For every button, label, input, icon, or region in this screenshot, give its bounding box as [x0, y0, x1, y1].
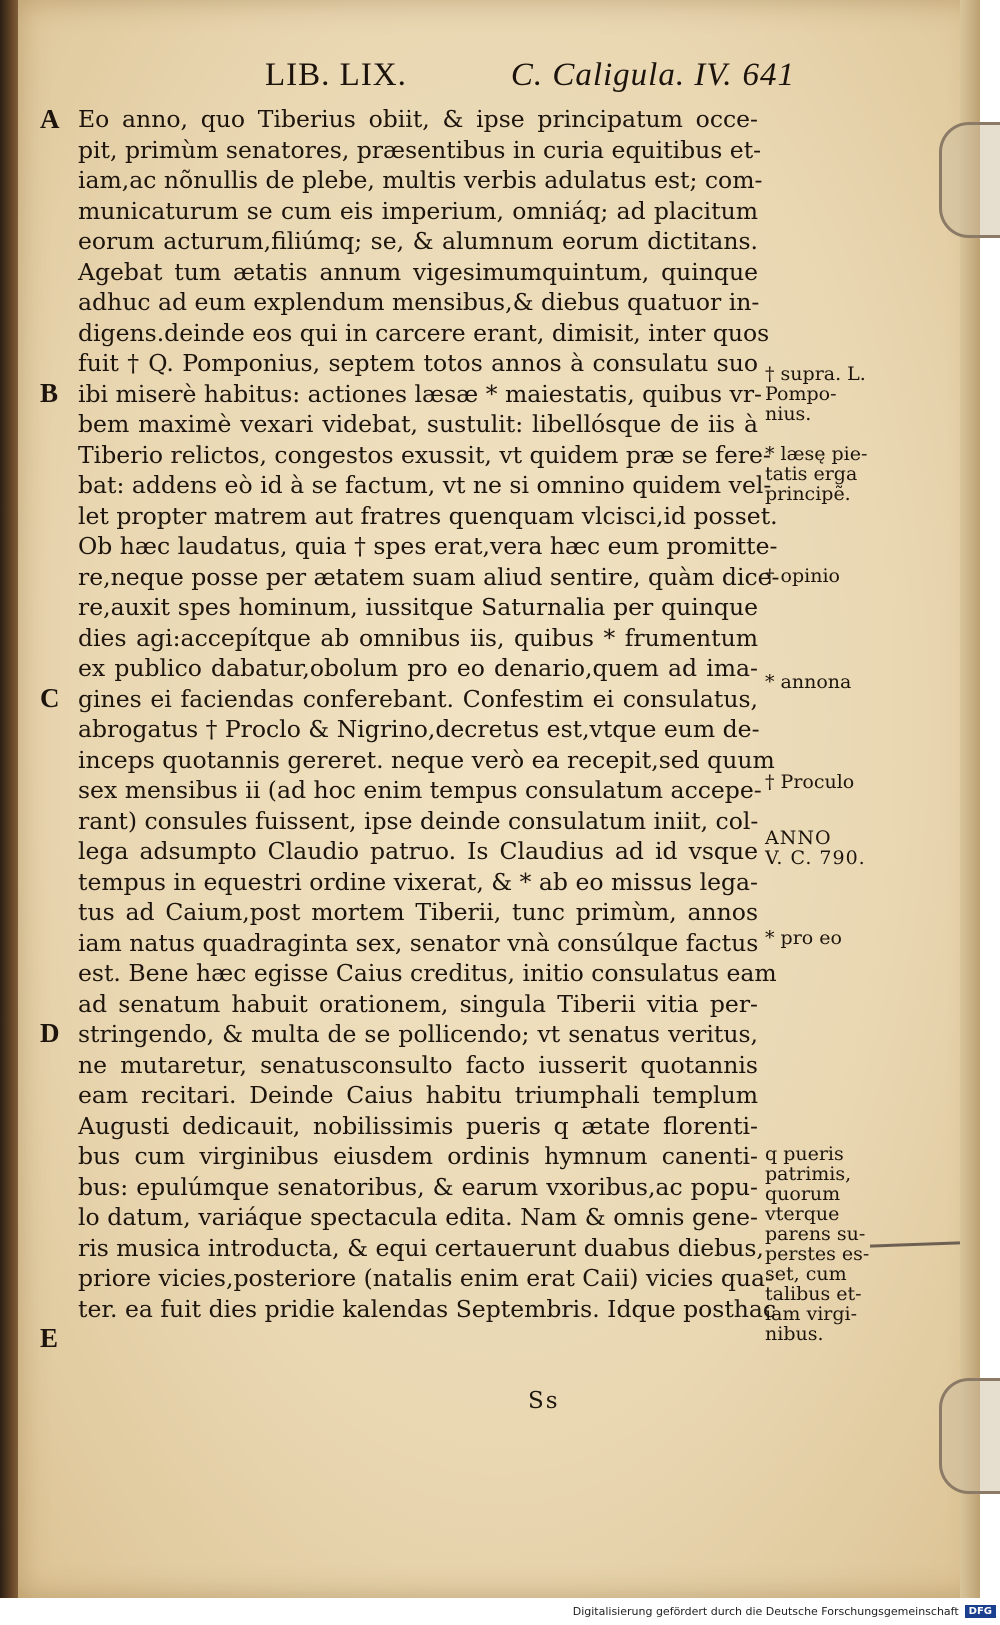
text-line: iam,ac nõnullis de plebe, multis verbis adulatus est; com- [78, 166, 763, 194]
page-number: 641 [742, 56, 795, 93]
text-line: bus: epulúmque senatoribus, & earum vxoribus,ac popu- [78, 1172, 758, 1201]
text-line: lega adsumpto Claudio patruo. Is Claudius ad id vsque [78, 837, 758, 865]
text-line: eam recitari. Deinde Caius habitu triumphali templum [78, 1081, 758, 1109]
margin-note-anno: ANNO V. C. 790. [765, 827, 866, 869]
text-line: gines ei faciendas conferebant. Confestim ei consulatus, [78, 684, 758, 713]
text-line: sex mensibus ii (ad hoc enim tempus consulatum accepe- [78, 776, 762, 804]
text-line: est. Bene hæc egisse Caius creditus, initio consulatus eam [78, 959, 777, 987]
text-line: bat: addens eò id à se factum, vt ne si omnino quidem vel- [78, 471, 772, 499]
text-line: Augusti dedicauit, nobilissimis pueris q ætate florenti- [78, 1111, 758, 1140]
text-line: let propter matrem aut fratres quenquam vlcisci,id posset. [78, 501, 778, 530]
section-letter-e: E [40, 1323, 59, 1353]
body-text [78, 104, 780, 1324]
header-title: C. Caligula. IV. [510, 56, 733, 93]
section-letter-c: C [40, 683, 60, 713]
text-line: ex publico dabatur,obolum pro eo denario,quem ad ima- [78, 654, 758, 682]
text-line: adhuc ad eum explendum mensibus,& diebus quatuor in- [78, 288, 760, 316]
margin-note-laese-pietatis: * læsę pie- tatis erga principẽ. [765, 443, 868, 505]
footer-bar [0, 1598, 1000, 1625]
text-line: abrogatus † Proclo & Nigrino,decretus est,vtque eum de- [78, 715, 760, 743]
section-letter-a: A [40, 104, 60, 134]
text-line: Ob hæc laudatus, quia † spes erat,vera hæc eum promitte- [78, 532, 778, 560]
margin-note-opinio: † opinio [765, 565, 840, 587]
text-line: rant) consules fuissent, ipse deinde consulatum iniit, col- [78, 806, 759, 835]
text-line: municaturum se cum eis imperium, omniáq; ad placitum [78, 196, 758, 225]
margin-note-annona: * annona [765, 671, 852, 693]
text-line: re,auxit spes hominum, iussitque Saturnalia per quinque [78, 593, 758, 621]
page-clasp-top [939, 122, 1000, 238]
text-line: iam natus quadraginta sex, senator vnà consúlque factus [78, 928, 759, 957]
margin-note-proculo: † Proculo [765, 771, 855, 793]
margin-note-supra: † supra. L. Pompo- nius. [765, 363, 866, 425]
text-line: lo datum, variáque spectacula edita. Nam & omnis gene- [78, 1203, 758, 1231]
header-right [511, 57, 795, 94]
section-letter-d: D [40, 1018, 60, 1048]
text-line: re,neque posse per ætatem suam aliud sentire, quàm dice- [78, 562, 780, 591]
text-line: stringendo, & multa de se pollicendo; vt senatus veritus, [78, 1020, 758, 1048]
text-line: tus ad Caium,post mortem Tiberii, tunc primùm, annos [78, 898, 758, 926]
dfg-logo-icon: DFG [965, 1605, 996, 1618]
section-letter-b: B [40, 378, 59, 408]
signature-mark: Ss [528, 1388, 560, 1414]
text-line: dies agi:accepítque ab omnibus iis, quibus * frumentum [78, 623, 758, 652]
text-line: eorum acturum,filiúmq; se, & alumnum eorum dictitans. [78, 227, 758, 255]
footer-credit: Digitalisierung gefördert durch die Deutsche Forschungsgemeinschaft [572, 1605, 959, 1618]
text-line: ris musica introducta, & equi certauerunt duabus diebus, [78, 1233, 764, 1262]
text-line: ad senatum habuit orationem, singula Tiberii vitia per- [78, 989, 758, 1018]
text-line: Tiberio relictos, congestos exussit, vt quidem præ se fere- [78, 440, 771, 469]
text-line: ter. ea fuit dies pridie kalendas Septembris. Idque posthac [78, 1294, 777, 1323]
text-line: digens.deinde eos qui in carcere erant, dimisit, inter quos [78, 318, 770, 347]
text-line: bus cum virginibus eiusdem ordinis hymnum canenti- [78, 1142, 758, 1170]
margin-note-pro-eo: * pro eo [765, 927, 842, 949]
text-line: priore vicies,posteriore (natalis enim erat Caii) vicies qua- [78, 1264, 773, 1292]
text-line: Eo anno, quo Tiberius obiit, & ipse principatum occe- [78, 105, 758, 133]
text-line: bem maximè vexari videbat, sustulit: libellósque de iis à [78, 410, 758, 438]
text-line: pit, primùm senatores, præsentibus in curia equitibus et- [78, 135, 762, 164]
running-header [265, 50, 795, 100]
text-line: tempus in equestri ordine vixerat, & * ab eo missus lega- [78, 867, 758, 896]
margin-note-pueris: q pueris patrimis, quorum vterque parens su- perstes es- set, cum talibus et- iam virgi- nibus. [765, 1143, 870, 1345]
text-line: ibi miserè habitus: actiones læsæ * maiestatis, quibus vr- [78, 379, 762, 408]
text-line: ne mutaretur, senatusconsulto facto iusserit quotannis [78, 1050, 758, 1079]
text-line: fuit † Q. Pomponius, septem totos annos à consulatu suo [78, 349, 758, 377]
text-line: Agebat tum ætatis annum vigesimumquintum, quinque [78, 257, 758, 286]
header-book-number: LIB. LIX. [265, 56, 407, 93]
text-line: inceps quotannis gereret. neque verò ea recepit,sed quum [78, 745, 775, 774]
page-clasp-bottom [939, 1378, 1000, 1494]
page-edge [960, 0, 980, 1598]
